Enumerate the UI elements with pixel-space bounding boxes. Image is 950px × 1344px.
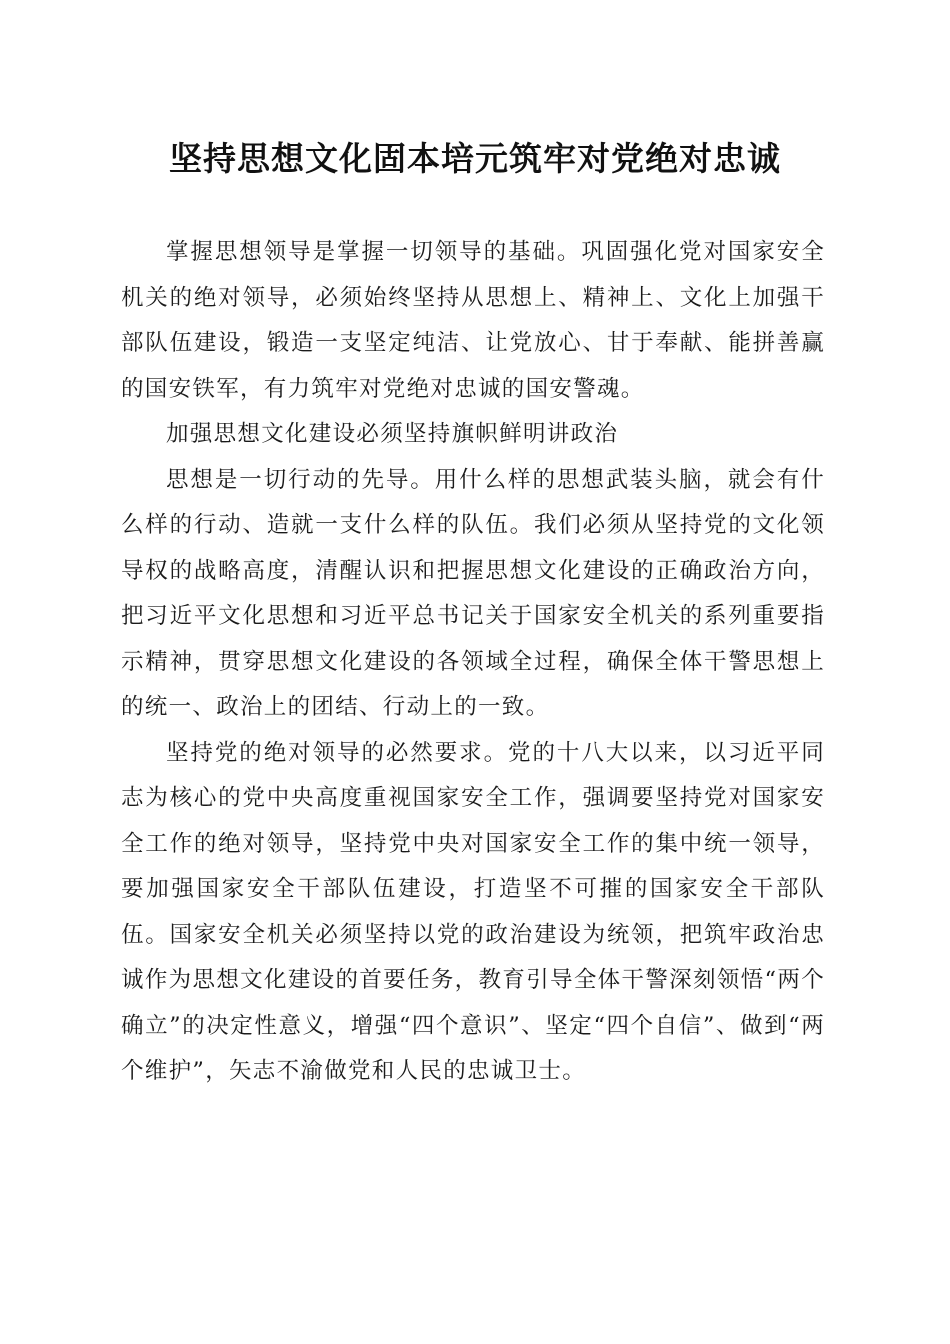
paragraph-thought-guidance: 思想是一切行动的先导。用什么样的思想武装头脑，就会有什么样的行动、造就一支什么样的队伍。我们必须从坚持党的文化领导权的战略高度，清醒认识和把握思想文化建设的正确政治方向，把习近平文化思想和习近平总书记关于国家安全机关的系列重要指示精神，贯穿思想文化建设的各领域全过程，确保全体干警思想上的统一、政治上的团结、行动上的一致。 bbox=[121, 466, 825, 720]
section-heading: 加强思想文化建设必须坚持旗帜鲜明讲政治 bbox=[166, 421, 619, 447]
document-body bbox=[121, 230, 825, 1095]
document-title: 坚持思想文化固本培元筑牢对党绝对忠诚 bbox=[169, 139, 781, 178]
paragraph-party-leadership: 坚持党的绝对领导的必然要求。党的十八大以来，以习近平同志为核心的党中央高度重视国家安全工作，强调要坚持党对国家安全工作的绝对领导，坚持党中央对国家安全工作的集中统一领导，要加强国家安全干部队伍建设，打造坚不可摧的国家安全干部队伍。国家安全机关必须坚持以党的政治建设为统领，把筑牢政治忠诚作为思想文化建设的首要任务，教育引导全体干警深刻领悟“两个确立”的决定性意义，增强“四个意识”、坚定“四个自信”、做到“两个维护”，矢志不渝做党和人民的忠诚卫士。 bbox=[121, 739, 825, 1084]
paragraph-intro: 掌握思想领导是掌握一切领导的基础。巩固强化党对国家安全机关的绝对领导，必须始终坚持从思想上、精神上、文化上加强干部队伍建设，锻造一支坚定纯洁、让党放心、甘于奉献、能拼善赢的国安铁军，有力筑牢对党绝对忠诚的国安警魂。 bbox=[121, 239, 825, 402]
